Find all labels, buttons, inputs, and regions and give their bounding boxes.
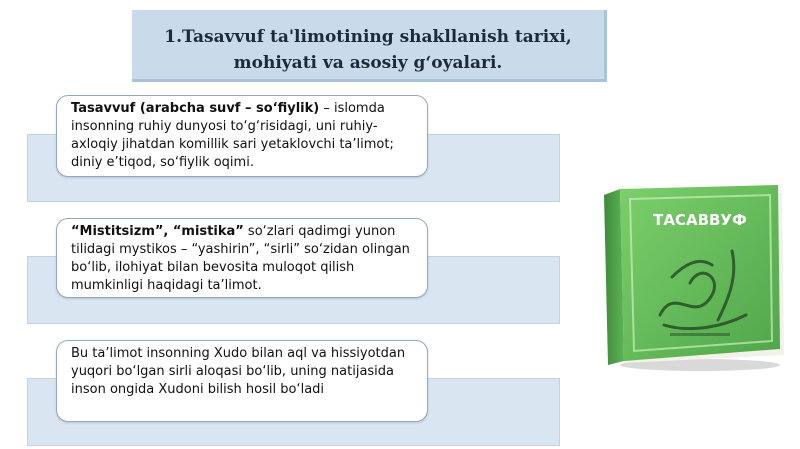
title-line-1: 1.Tasavvuf ta'limotining shakllanish tarixi, xyxy=(164,27,572,47)
book-author-line xyxy=(670,333,730,336)
card-1-text: – islomda insonning ruhiy dunyosi to‘g‘risidagi, uni ruhiy-axloqiy jihatdan komillik sari yetaklovchi ta’limot; diniy e’tiqod, so‘fiylik oqimi. xyxy=(71,101,394,170)
definition-card-mistitsizm xyxy=(56,218,428,298)
title-banner xyxy=(132,10,607,82)
book-cover-title: ТАСАВВУФ xyxy=(653,211,747,229)
definition-card-tasavvuf xyxy=(56,95,428,177)
card-1-term: Tasavvuf (arabcha suvf – so‘fiylik) xyxy=(71,101,320,116)
slide-title xyxy=(132,24,604,76)
title-line-2: mohiyati va asosiy g‘oyalari. xyxy=(233,53,503,73)
card-2-text: so‘zlari qadimgi yunon tilidagi mystikos – “yashirin”, “sirli” so‘zidan olingan bo‘lib, ilohiyat bilan bevosita muloqot qilish mumkinligi haqidagi ta’limot. xyxy=(71,224,410,293)
card-2-term: “Mistitsizm”, “mistika” xyxy=(71,224,244,239)
definition-card-xudo xyxy=(56,340,428,422)
card-3-text: Bu ta’limot insonning Xudo bilan aql va hissiyotdan yuqori bo‘lgan sirli aloqasi bo‘lib, uning natijasida inson ongida Xudoni bilish hosil bo‘ladi xyxy=(71,346,406,397)
tasavvuf-book-image xyxy=(600,165,790,375)
